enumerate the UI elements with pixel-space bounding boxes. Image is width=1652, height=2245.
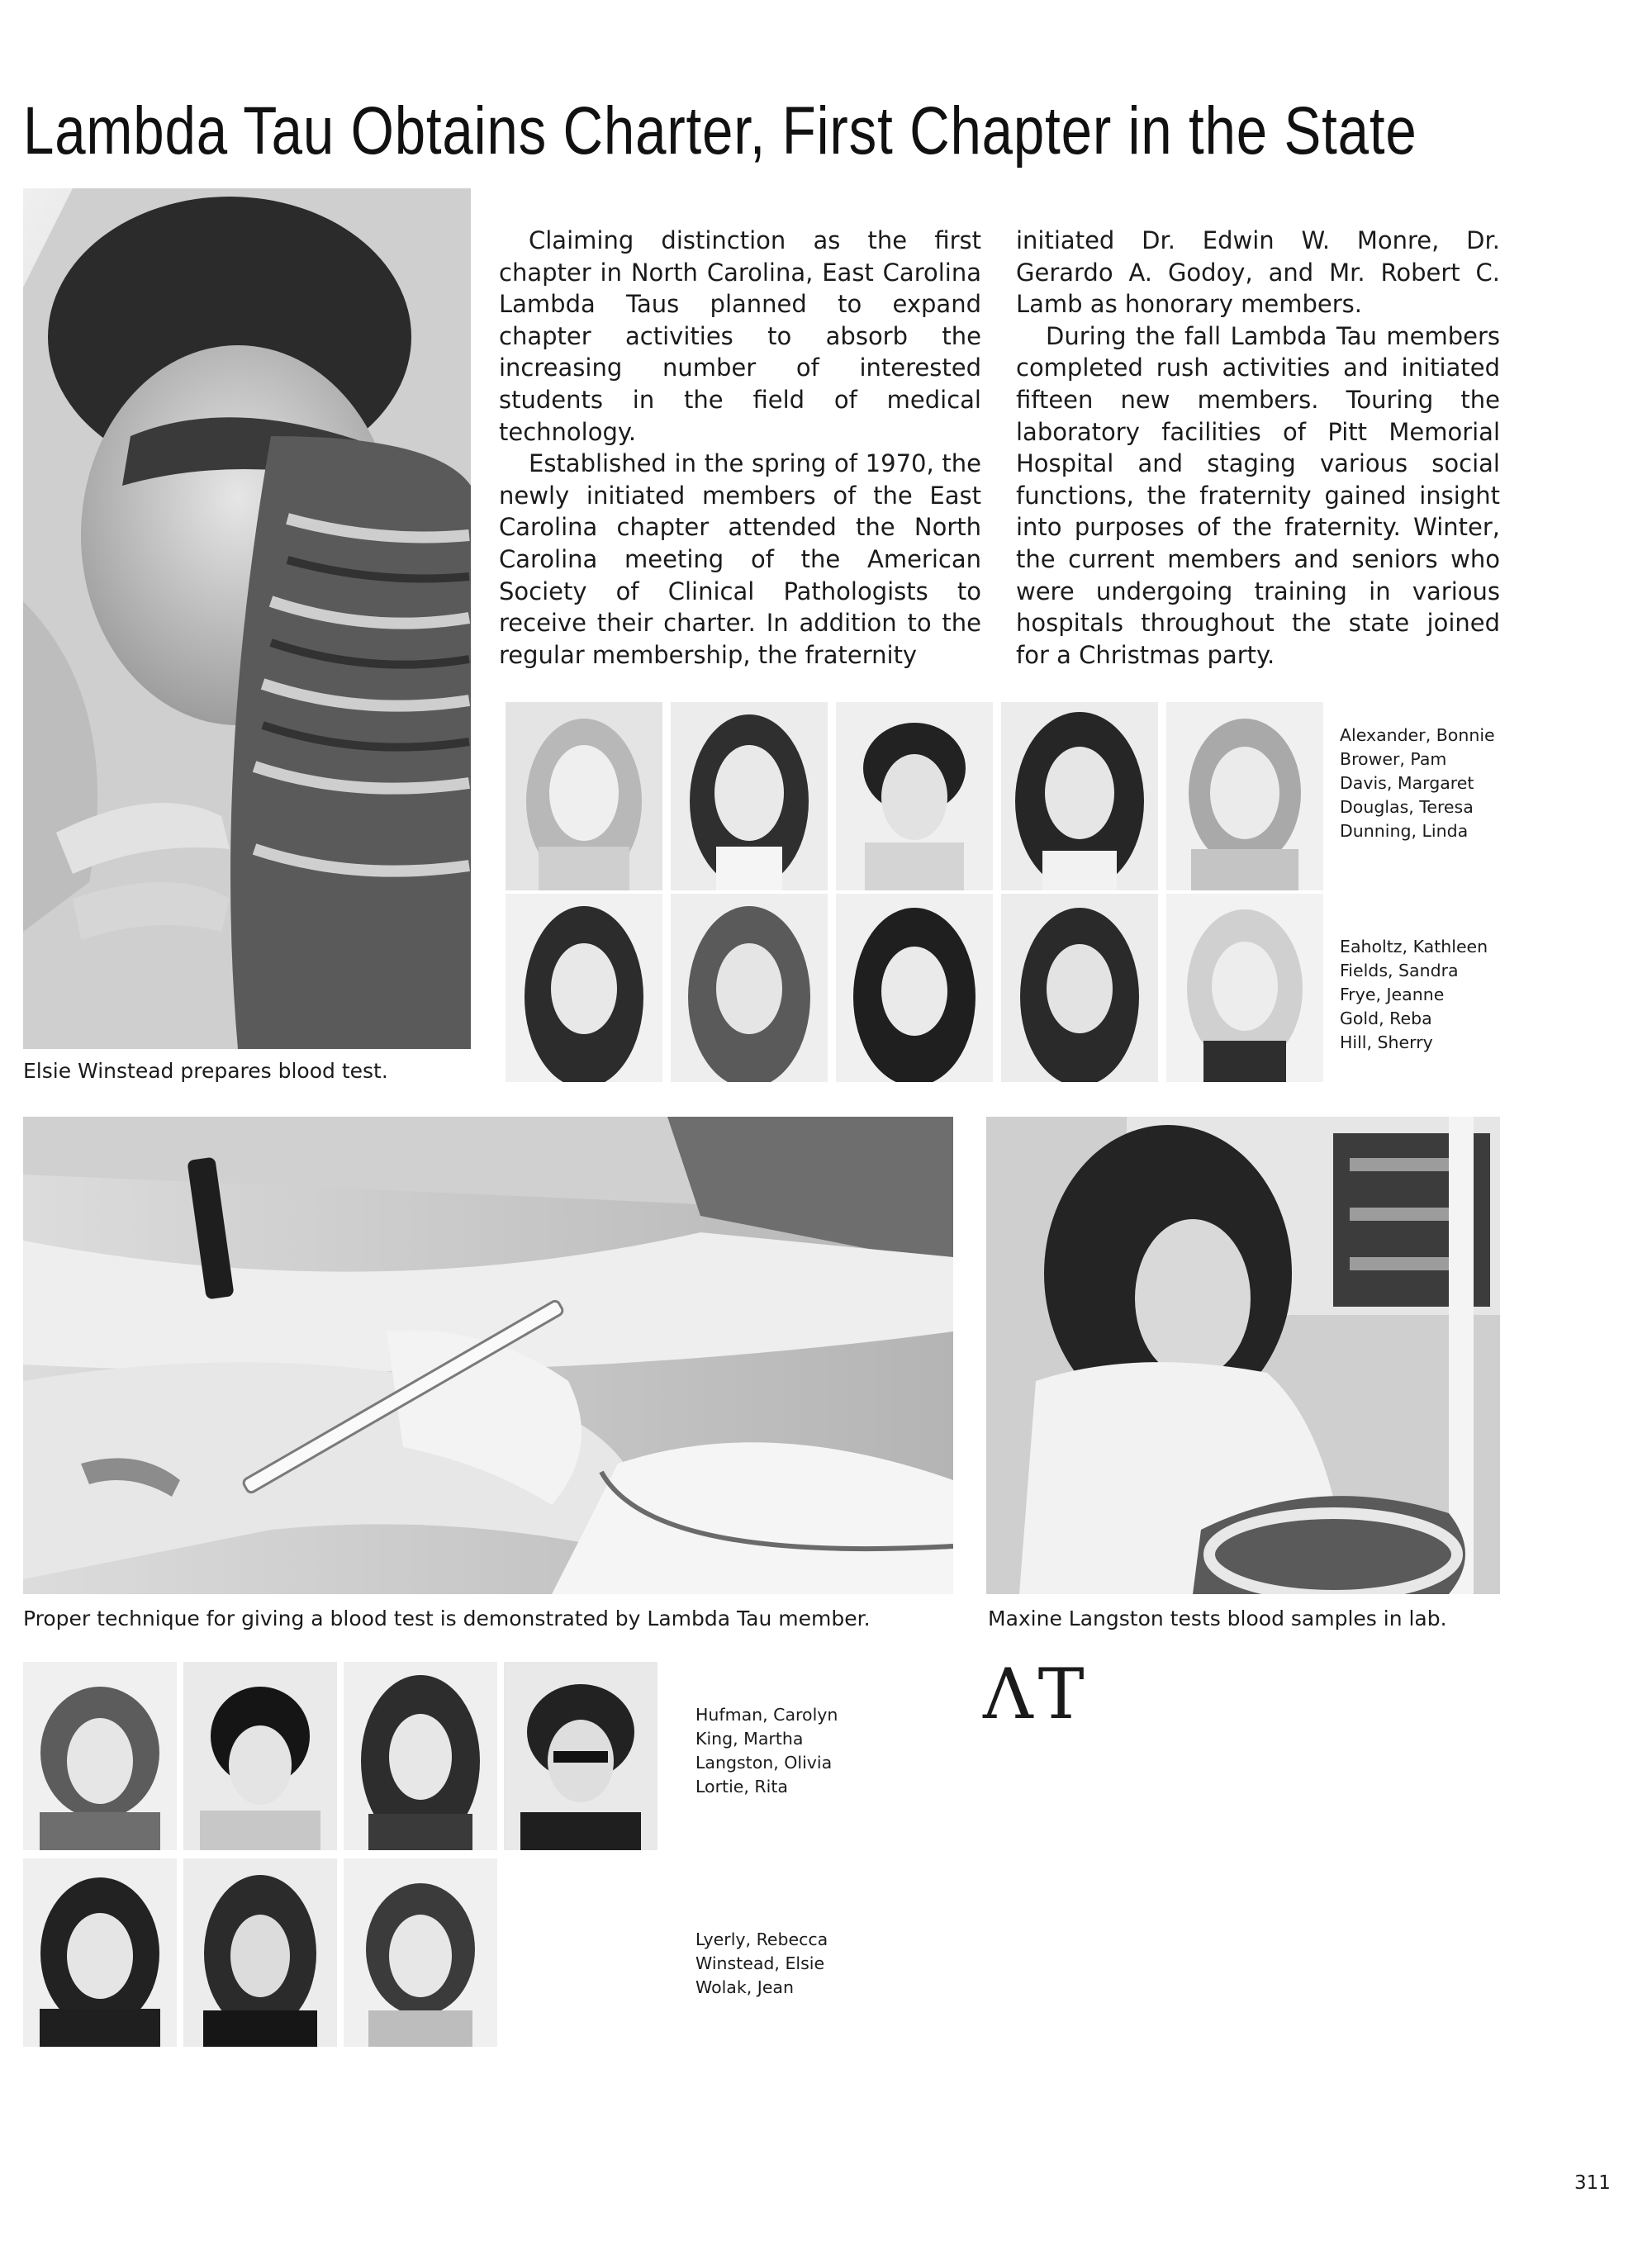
photo-maxine-langston xyxy=(986,1117,1500,1594)
portrait xyxy=(671,702,828,890)
page-number: 311 xyxy=(1574,2172,1611,2194)
member-name: Brower, Pam xyxy=(1340,749,1447,769)
portrait-row-2 xyxy=(506,894,1332,1082)
portrait xyxy=(506,894,662,1082)
roster-row-4 xyxy=(695,1928,828,2000)
article-paragraph: During the fall Lambda Tau members completed rush activities and initiated fifteen new members. Touring the laboratory facilities of Pitt Memorial Hospital and staging various social functions, the fraternity gained insight into purposes of the fraternity. Winter, the current members and seniors who were undergoing training in various hospitals throughout the state joined for a Christmas party. xyxy=(1016,321,1500,669)
member-name: Alexander, Bonnie xyxy=(1340,725,1495,745)
portrait xyxy=(1001,894,1158,1082)
portrait xyxy=(1001,702,1158,890)
portrait xyxy=(836,702,993,890)
article-paragraph: Claiming distinction as the first chapter in North Carolina, East Carolina Lambda Taus planned to expand chapter activities to absorb the increasing number of interested students in the field of medical technology. xyxy=(499,226,981,446)
portrait xyxy=(183,1858,337,2047)
member-name: Fields, Sandra xyxy=(1340,961,1459,980)
page-title: Lambda Tau Obtains Charter, First Chapter in the State xyxy=(23,93,1417,168)
member-name: Hufman, Carolyn xyxy=(695,1705,838,1725)
portrait xyxy=(23,1662,177,1850)
member-name: Dunning, Linda xyxy=(1340,821,1469,841)
roster-row-2 xyxy=(1340,935,1488,1055)
portrait xyxy=(1166,894,1323,1082)
portrait xyxy=(504,1662,657,1850)
article-paragraph: initiated Dr. Edwin W. Monre, Dr. Gerardo A. Godoy, and Mr. Robert C. Lamb as honorary members. xyxy=(1016,226,1500,319)
portrait xyxy=(1166,702,1323,890)
member-name: King, Martha xyxy=(695,1729,804,1749)
portrait xyxy=(23,1858,177,2047)
article-column-1 xyxy=(499,225,981,671)
caption-photo1: Elsie Winstead prepares blood test. xyxy=(23,1059,388,1083)
article-paragraph: Established in the spring of 1970, the newly initiated members of the East Carolina chapter attended the North Carolina meeting of the American Society of Clinical Pathologists to receive their charter. In addition to the regular membership, the fraternity xyxy=(499,449,981,669)
caption-photo3: Maxine Langston tests blood samples in lab. xyxy=(988,1607,1447,1630)
member-name: Eaholtz, Kathleen xyxy=(1340,937,1488,956)
roster-row-1 xyxy=(1340,724,1495,843)
portrait xyxy=(344,1858,497,2047)
article-column-2 xyxy=(1016,225,1500,671)
member-name: Langston, Olivia xyxy=(695,1753,833,1773)
photo-blood-test-technique xyxy=(23,1117,953,1594)
portrait xyxy=(836,894,993,1082)
member-name: Lyerly, Rebecca xyxy=(695,1929,828,1949)
member-name: Douglas, Teresa xyxy=(1340,797,1474,817)
roster-row-3 xyxy=(695,1703,838,1799)
greek-letters: ΛΤ xyxy=(983,1654,1089,1735)
portrait-row-3 xyxy=(23,1662,667,1850)
caption-photo2: Proper technique for giving a blood test is demonstrated by Lambda Tau member. xyxy=(23,1607,871,1630)
portrait xyxy=(344,1662,497,1850)
member-name: Davis, Margaret xyxy=(1340,773,1474,793)
member-name: Hill, Sherry xyxy=(1340,1032,1433,1052)
portrait xyxy=(506,702,662,890)
member-name: Frye, Jeanne xyxy=(1340,985,1445,1004)
portrait-row-1 xyxy=(506,702,1332,890)
member-name: Wolak, Jean xyxy=(695,1977,794,1997)
photo-elsie-winstead xyxy=(23,188,471,1049)
portrait-row-4 xyxy=(23,1858,510,2047)
member-name: Winstead, Elsie xyxy=(695,1953,825,1973)
member-name: Gold, Reba xyxy=(1340,1009,1432,1028)
member-name: Lortie, Rita xyxy=(695,1777,788,1796)
portrait xyxy=(183,1662,337,1850)
portrait xyxy=(671,894,828,1082)
